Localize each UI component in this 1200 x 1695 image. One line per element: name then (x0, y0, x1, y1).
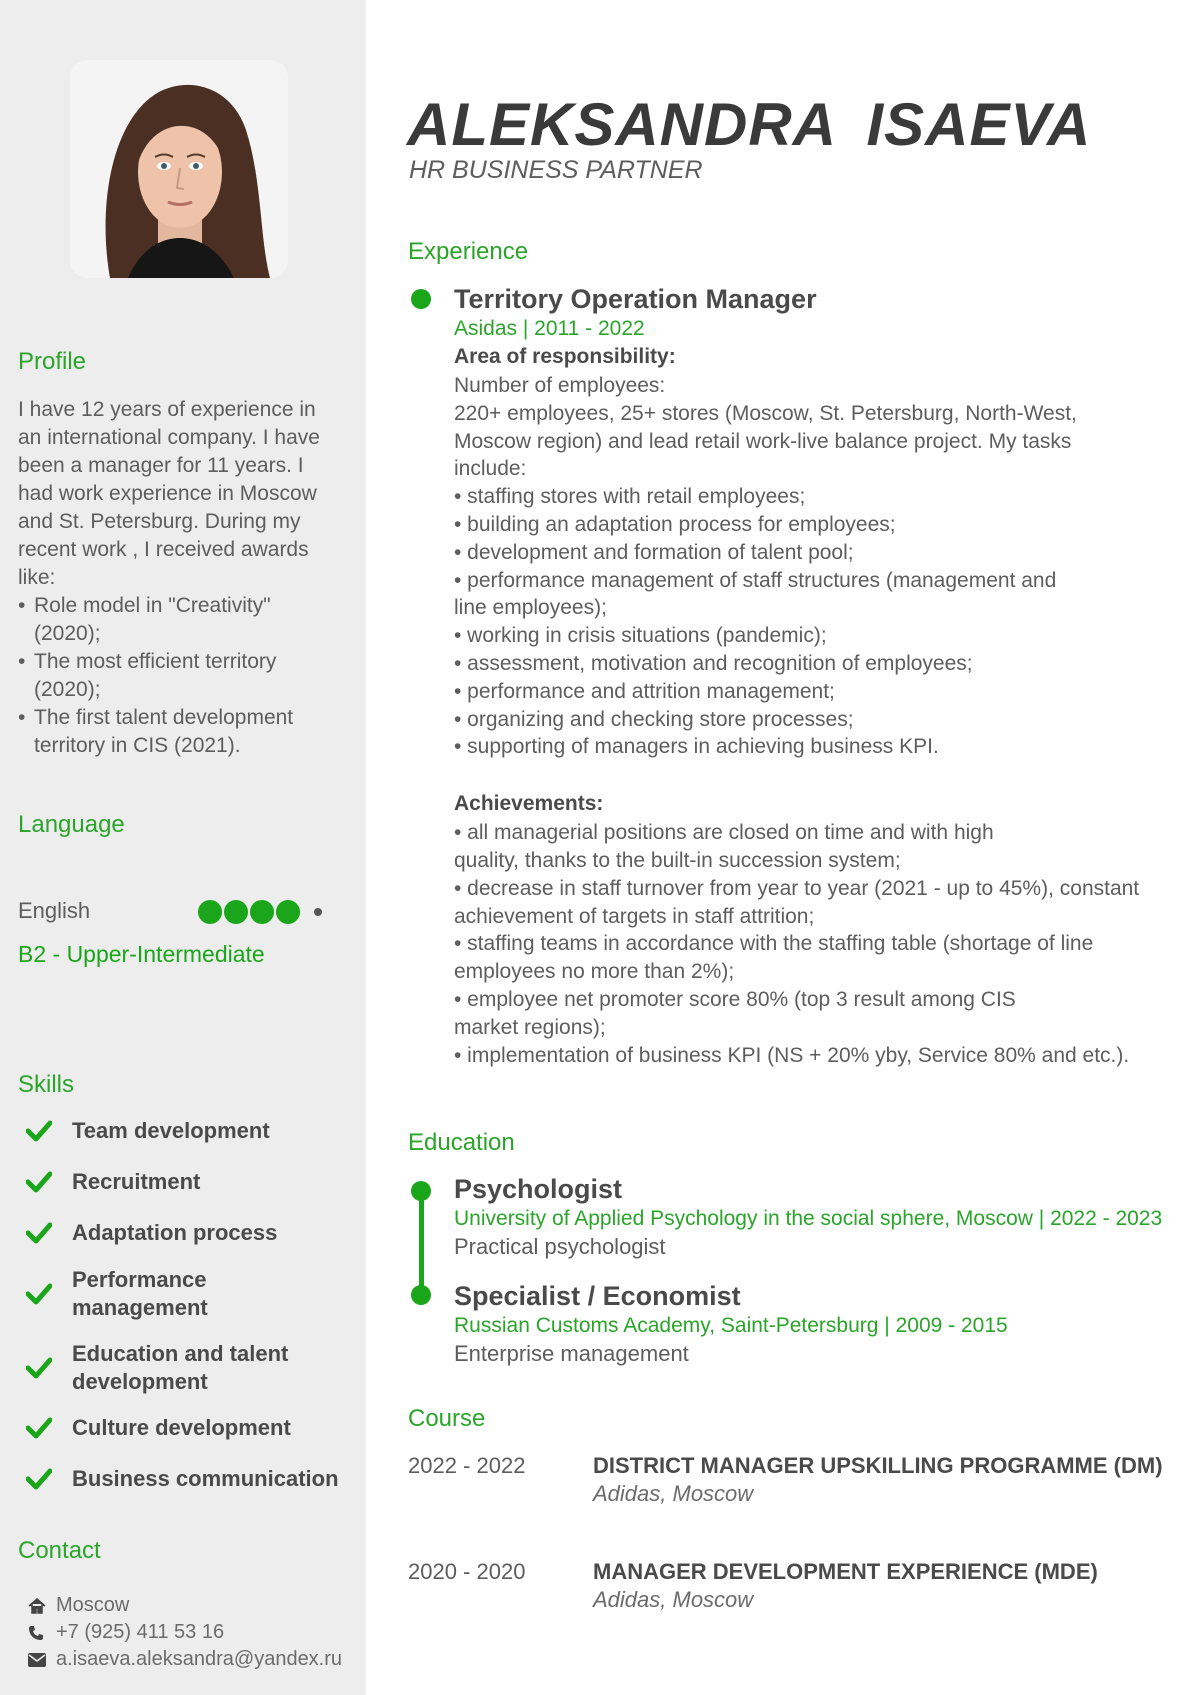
timeline-dot (411, 289, 431, 309)
candidate-name: ALEKSANDRA ISAEVA (407, 91, 1092, 158)
area-list (454, 372, 1144, 761)
area-line: 220+ employees, 25+ stores (Moscow, St. Petersburg, North-West, Moscow region) and lead retail work-live balance project. My tasks include: (454, 401, 1077, 481)
check-icon (26, 1468, 72, 1490)
skill-label: Adaptation process (72, 1220, 278, 1245)
area-line: • building an adaptation process for employees; (454, 512, 896, 536)
education-school: Russian Customs Academy, Saint-Petersburg | 2009 - 2015 (454, 1314, 1008, 1337)
candidate-role: HR BUSINESS PARTNER (409, 156, 703, 184)
experience-heading: Experience (408, 238, 529, 265)
rating-dot-empty (314, 908, 322, 916)
achievement-line: • staffing teams in accordance with the staffing table (shortage of line employees no more than 2%); (454, 932, 1094, 984)
area-heading: Area of responsibility: (454, 345, 676, 368)
achievement-line: • employee net promoter score 80% (top 3 result among CIS market regions); (454, 987, 1016, 1039)
skill-item (26, 1460, 346, 1498)
area-line: • supporting of managers in achieving business KPI. (454, 735, 939, 759)
timeline-dot (411, 1181, 431, 1201)
skill-label: Performance management (72, 1267, 208, 1320)
course-place: Adidas, Moscow (593, 1481, 754, 1506)
contact-phone-text: +7 (925) 411 53 16 (56, 1621, 225, 1643)
area-line: • assessment, motivation and recognition of employees; (454, 651, 973, 675)
area-line: • staffing stores with retail employees; (454, 485, 806, 509)
rating-dot-filled (198, 900, 222, 924)
area-line: Number of employees: (454, 374, 666, 397)
skill-item (26, 1214, 346, 1252)
skill-item (26, 1339, 316, 1397)
award-item: • The first talent development territory in CIS (2021). (18, 704, 338, 760)
language-name: English (18, 898, 91, 923)
skill-item (26, 1265, 226, 1323)
sidebar (0, 0, 366, 1695)
language-heading: Language (18, 811, 125, 838)
language-rating (198, 900, 322, 924)
check-icon (26, 1417, 72, 1439)
check-icon (26, 1171, 72, 1193)
education-heading: Education (408, 1129, 515, 1156)
skills-heading: Skills (18, 1071, 75, 1098)
area-line: • performance management of staff structures (management and line employees); (454, 568, 1057, 620)
check-icon (26, 1222, 72, 1244)
education-entry (454, 1173, 1174, 1262)
rating-dot-filled (250, 900, 274, 924)
contact-city-text: Moscow (56, 1594, 130, 1616)
skill-label: Business communication (72, 1466, 339, 1491)
email-icon (28, 1653, 56, 1667)
area-line: • performance and attrition management; (454, 679, 835, 703)
phone-icon (28, 1625, 56, 1641)
achievement-line: • implementation of business KPI (NS + 20% yby, Service 80% and etc.). (454, 1043, 1130, 1067)
profile-photo (70, 60, 288, 278)
check-icon (26, 1357, 72, 1379)
skill-label: Recruitment (72, 1169, 201, 1194)
check-icon (26, 1283, 72, 1305)
education-field: Enterprise management (454, 1341, 689, 1366)
course-name: MANAGER DEVELOPMENT EXPERIENCE (MDE) (593, 1559, 1098, 1584)
profile-text: I have 12 years of experience in an international company. I have been a manager for 11 years. I had work experience in Moscow and St. Petersburg. During my recent work , I received awards like: (18, 398, 320, 589)
course-years: 2022 - 2022 (408, 1453, 526, 1478)
achievements-heading: Achievements: (454, 792, 604, 816)
education-field: Practical psychologist (454, 1234, 666, 1259)
skill-item (26, 1112, 346, 1150)
education-degree: Psychologist (454, 1174, 623, 1204)
language-level: B2 - Upper-Intermediate (18, 941, 265, 967)
contact-list (28, 1592, 342, 1673)
award-item: • Role model in "Creativity" (2020); (18, 592, 338, 648)
skills-list (26, 1112, 346, 1498)
job-meta: Asidas | 2011 - 2022 (454, 317, 645, 340)
skill-label: Education and talent development (72, 1341, 289, 1394)
skill-label: Team development (72, 1118, 270, 1143)
education-timeline (419, 1190, 424, 1296)
skill-label: Culture development (72, 1415, 291, 1440)
education-entry (454, 1280, 1174, 1369)
awards-list (18, 592, 338, 760)
check-icon (26, 1120, 72, 1142)
rating-dot-filled (224, 900, 248, 924)
course-years: 2020 - 2020 (408, 1559, 526, 1584)
job-title: Territory Operation Manager (454, 284, 817, 314)
contact-phone[interactable] (28, 1619, 342, 1646)
education-degree: Specialist / Economist (454, 1281, 741, 1311)
area-line: • development and formation of talent pool; (454, 540, 854, 564)
course-heading: Course (408, 1405, 486, 1432)
profile-summary (18, 396, 338, 760)
award-item: • The most efficient territory (2020); (18, 648, 338, 704)
area-line: • organizing and checking store processes; (454, 707, 854, 731)
home-icon (28, 1598, 56, 1614)
contact-email-text: a.isaeva.aleksandra@yandex.ru (56, 1648, 343, 1670)
course-place: Adidas, Moscow (593, 1587, 754, 1612)
contact-city (28, 1592, 342, 1619)
course-name: DISTRICT MANAGER UPSKILLING PROGRAMME (DM) (593, 1453, 1163, 1478)
education-school: University of Applied Psychology in the social sphere, Moscow | 2022 - 2023 (454, 1207, 1163, 1230)
skill-item (26, 1163, 346, 1201)
achievement-line: • decrease in staff turnover from year to year (2021 - up to 45%), constant achievement of targets in staff attrition; (454, 876, 1140, 928)
timeline-dot (411, 1285, 431, 1305)
skill-item (26, 1409, 346, 1447)
achievement-line: • all managerial positions are closed on time and with high quality, thanks to the built-in succession system; (454, 821, 994, 872)
area-line: • working in crisis situations (pandemic); (454, 624, 827, 648)
rating-dot-filled (276, 900, 300, 924)
achievements-list (454, 819, 1144, 1069)
experience-entry (454, 282, 1144, 1069)
contact-email[interactable] (28, 1646, 342, 1673)
profile-heading: Profile (18, 348, 87, 375)
contact-heading: Contact (18, 1537, 101, 1564)
